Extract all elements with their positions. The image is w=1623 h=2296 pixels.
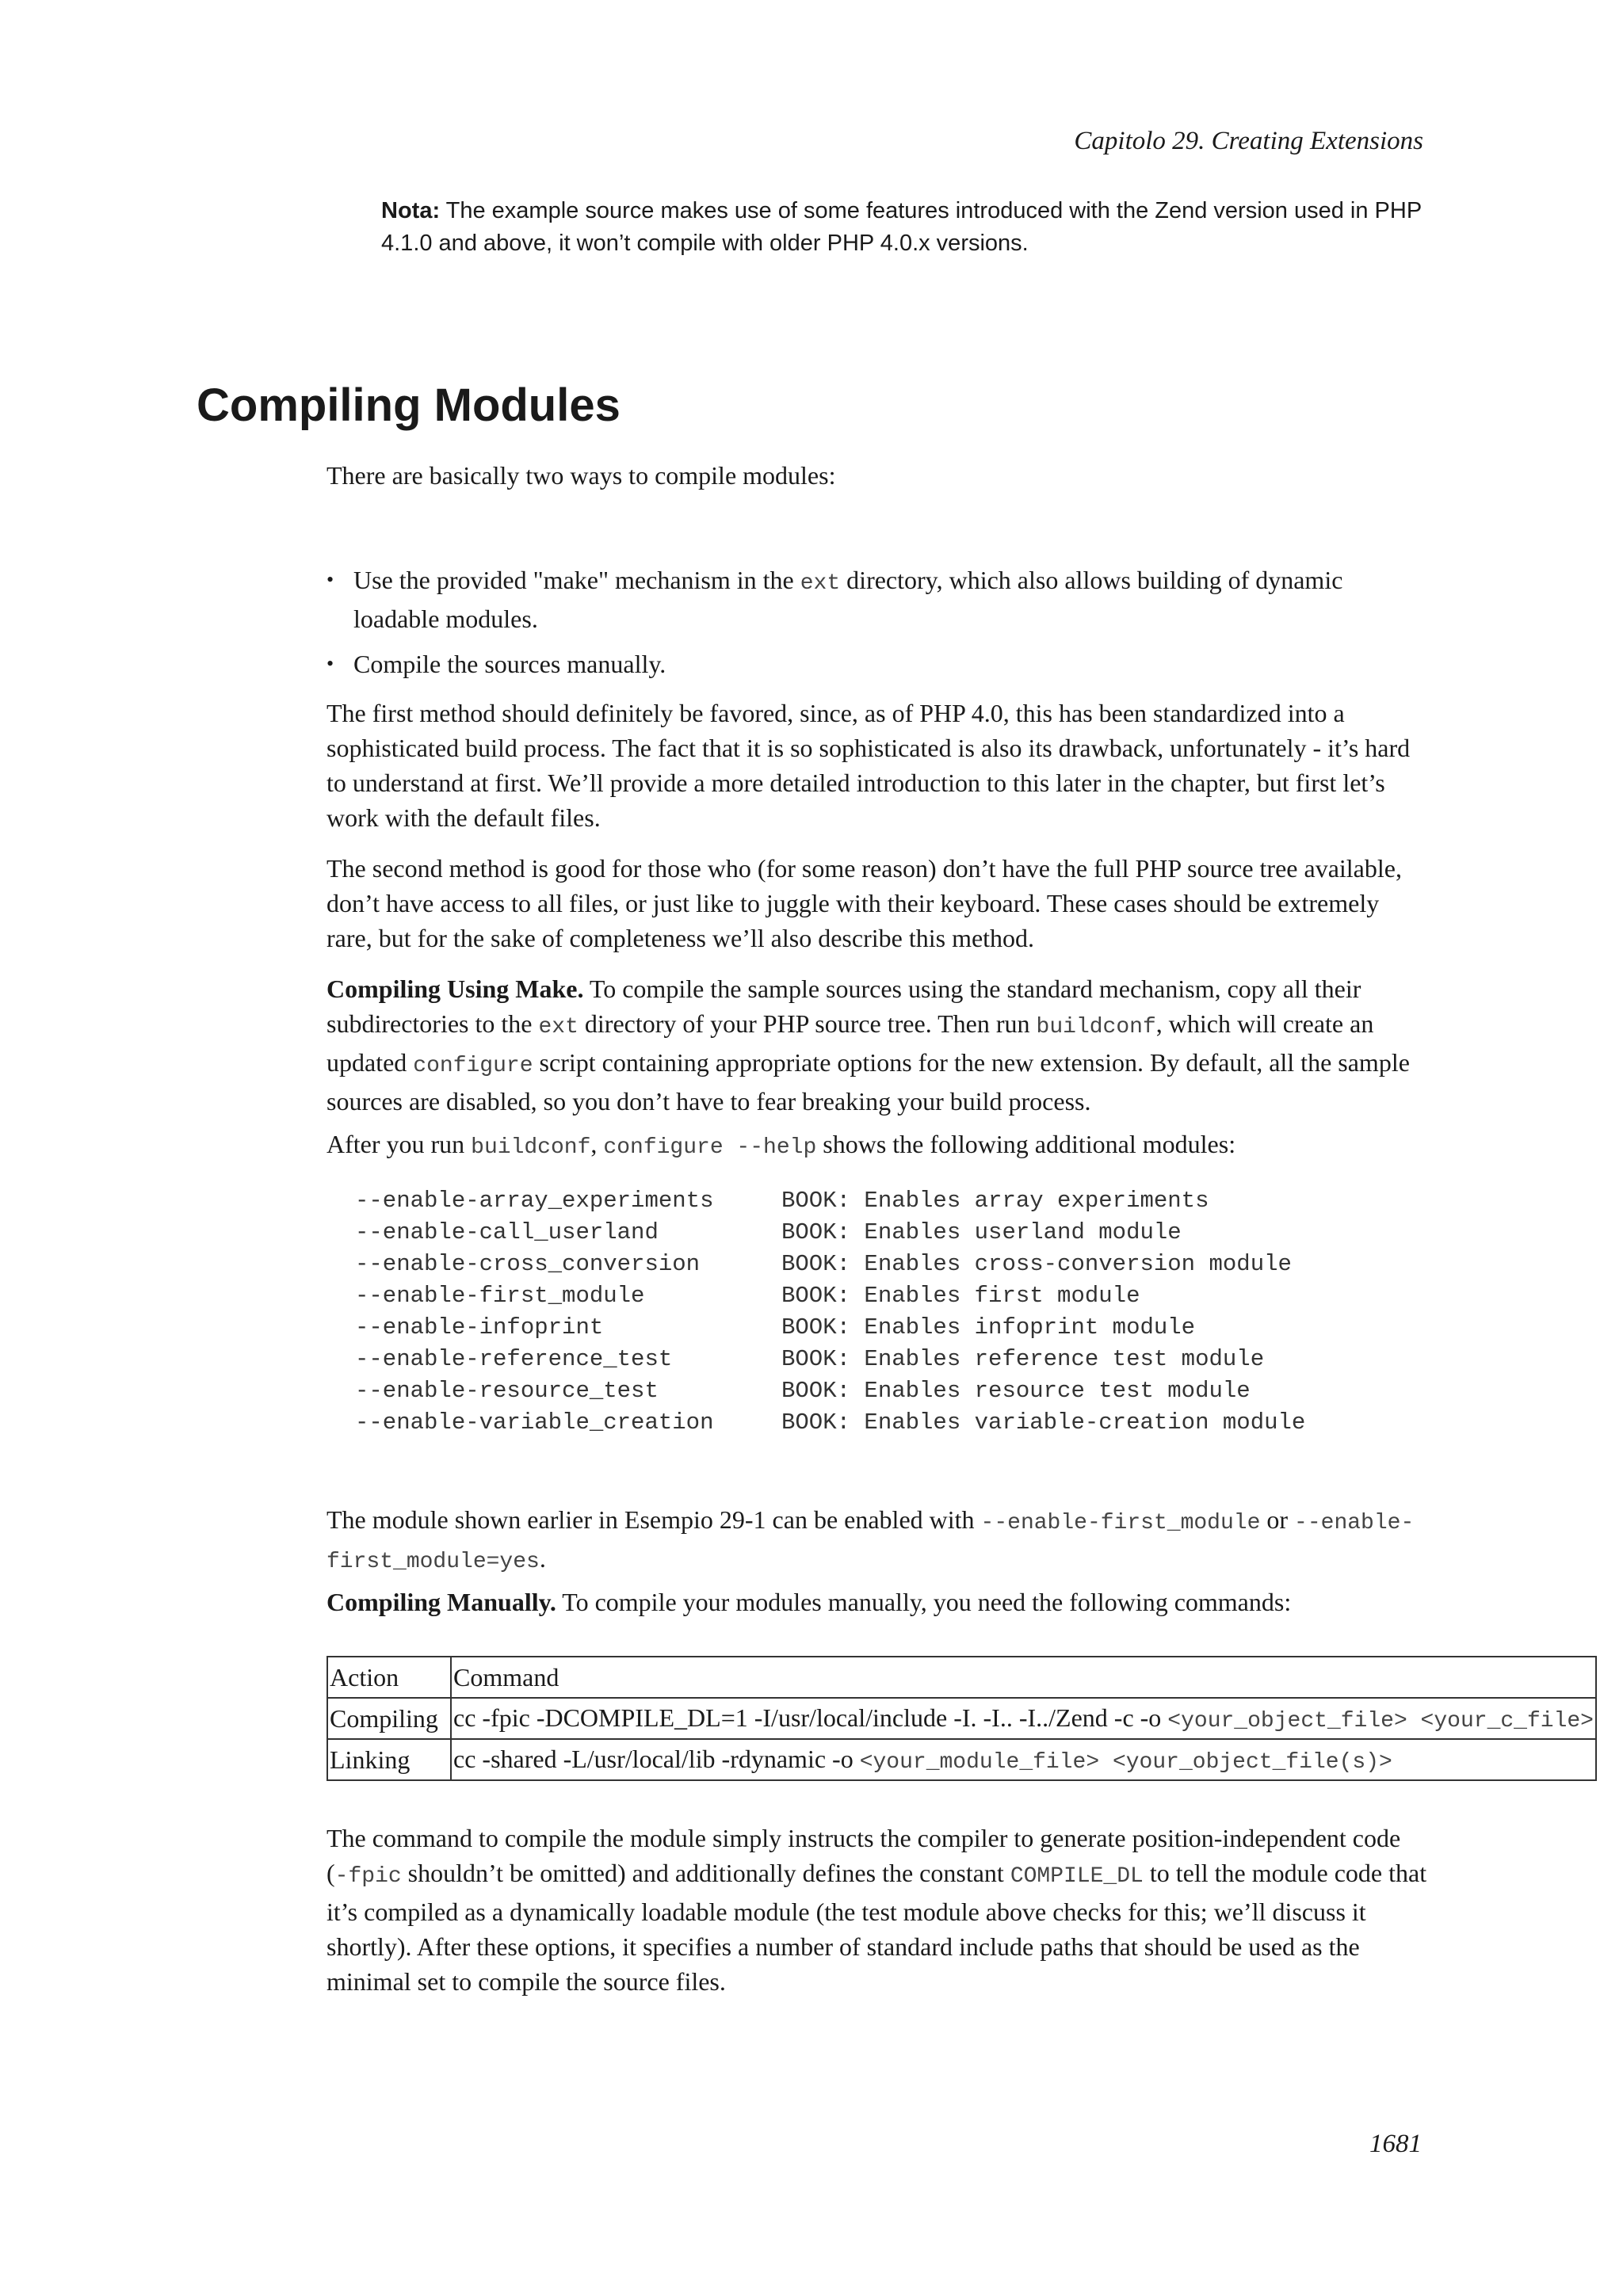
option-row: --enable-infoprint BOOK: Enables infoprint module [355, 1314, 1196, 1341]
option-row: --enable-array_experiments BOOK: Enables array experiments [355, 1188, 1209, 1214]
note-text: The example source makes use of some features introduced with the Zend version used in PHP 4.1.0 and above, it won’t compile with older PHP 4.0.x versions. [381, 198, 1422, 256]
table-row [327, 1739, 1596, 1780]
table-cell-command: cc -fpic -DCOMPILE_DL=1 -I/usr/local/include -I. -I.. -I../Zend -c -o <your_object_file> <your_c_file> [451, 1698, 1596, 1739]
inline-code: --enable-first_module [980, 1511, 1261, 1535]
paragraph-first-method: The first method should definitely be favored, since, as of PHP 4.0, this has been standardized into a sophisticated build process. The fact that it is so sophisticated is also its drawback, unfortunately - it’s hard to understand at first. We’ll provide a more detailed introduction to this later in the chapter, but first let’s work with the default files. [327, 699, 1411, 832]
paragraph-compiling-using-make: Compiling Using Make. To compile the sample sources using the standard mechanism, copy all their subdirectories to the ext directory of your PHP source tree. Then run buildconf, which will create an updated configure script containing appropriate options for the new extension. By default, all the sample sources are disabled, so you don’t have to fear breaking your build process. [327, 974, 1410, 1116]
table-cell-command: cc -shared -L/usr/local/lib -rdynamic -o <your_module_file> <your_object_file(s)> [451, 1739, 1596, 1780]
document-page: Capitolo 29. Creating Extensions Nota: The example source makes use of some features introduced with the Zend version used in PHP 4.1.0 and above, it won’t compile with older PHP 4.0.x versions. Compiling Modules There are basically two ways to compile modules: • Use the provided "make" mechanism in the ext directory, which also allows building of dynamic loadable modules. • Compile the sources manually. The first method should definitely be favored, since, as of PHP 4.0, this has been standardized into a sophisticated build process. The fact that it is so sophisticated is also its drawback, unfortunately - it’s hard to understand at first. We’ll provide a more detailed introduction to this later in the chapter, but first let’s work with the default files. The second method is good for those who (for some reason) don’t have the full PHP source tree available, don’t have access to all files, or just like to juggle with their keyboard. These cases should be extremely rare, but for the sake of completeness we’ll also describe this method. Compiling Using Make. To compile the sample sources using the standard mechanism, copy all their subdirectories to the ext directory of your PHP source tree. Then run buildconf, which will create an updated configure script containing appropriate options for the new extension. By default, all the sample sources are disabled, so you don’t have to fear breaking your build process. After you run buildconf, configure --help shows the following additional modules: --enable-array_experiments BOOK: Enables array experiments --enable-call_userland BOOK: Enables userland module --enable-cross_conversion BOOK: Enables cross-conversion module --enable-first_module BOOK: Enables first module --enable-infoprint BOOK: Enables infoprint module --enable-reference_test BOOK: Enables reference test module --enable-resource_test BOOK: Enables resource test module --enable-variable_creation BOOK: Enables variable-creation module The module shown earlier in Esempio 29-1 can be enabled with --enable-first_module or --enable-first_module=yes. Compiling Manually. To compile your modules manually, you need the following commands: Action Command Compiling cc -fpic -DCOMPILE_DL=1 -I/usr/local/include -I. -I.. -I../Zend -c -o <your_object_file> <your_c_file> Linking cc -shared -L/usr/local/lib -rdynamic -o <your_module_file> <your_object_file(s)> The command to compile the module simply instructs the compiler to generate position-independent code (-fpic shouldn’t be omitted) and additionally defines the constant COMPILE_DL to tell the module code that it’s compiled as a dynamically loadable module (the test module above checks for this; we’ll discuss it shortly). After these options, it specifies a number of standard include paths that should be used as the minimal set to compile the source files. 1681 [0, 0, 1623, 2296]
inline-code: COMPILE_DL [1010, 1864, 1144, 1889]
note-label: Nota: [381, 198, 441, 223]
bullet-icon: • [327, 568, 334, 591]
option-row: --enable-call_userland BOOK: Enables userland module [355, 1219, 1182, 1245]
option-row: --enable-variable_creation BOOK: Enables variable-creation module [355, 1409, 1306, 1436]
inline-code: configure [413, 1054, 533, 1078]
inline-code: -fpic [334, 1864, 402, 1889]
section-title: Compiling Modules [197, 379, 621, 431]
table-cell-action: Compiling [327, 1698, 451, 1739]
table-row [327, 1698, 1596, 1739]
running-head: Capitolo 29. Creating Extensions [1074, 127, 1423, 155]
inline-code: --enable-first_module=yes [327, 1511, 1415, 1574]
option-row: --enable-resource_test BOOK: Enables resource test module [355, 1378, 1251, 1404]
page-number: 1681 [1369, 2130, 1422, 2158]
table-cell-action: Linking [327, 1739, 451, 1780]
inline-code: configure --help [603, 1135, 817, 1160]
inline-code: ext [800, 571, 841, 596]
paragraph-enable-module: The module shown earlier in Esempio 29-1 can be enabled with --enable-first_module or --enable-first_module=yes. [327, 1505, 1415, 1574]
paragraph-compiling-manually: Compiling Manually. To compile your modules manually, you need the following commands: [327, 1588, 1292, 1616]
option-row: --enable-first_module BOOK: Enables first module [355, 1283, 1140, 1309]
inline-code: ext [538, 1015, 579, 1039]
bullet-icon: • [327, 652, 334, 675]
paragraph-second-method: The second method is good for those who (for some reason) don’t have the full PHP source tree available, don’t have access to all files, or just like to juggle with their keyboard. These cases should be extremely rare, but for the sake of completeness we’ll also describe this method. [327, 854, 1402, 952]
paragraph-compile-command: The command to compile the module simply instructs the compiler to generate position-independent code (-fpic shouldn’t be omitted) and additionally defines the constant COMPILE_DL to tell the module code that it’s compiled as a dynamically loadable module (the test module above checks for this; we’ll discuss it shortly). After these options, it specifies a number of standard include paths that should be used as the minimal set to compile the source files. [327, 1824, 1427, 1996]
runin-heading: Compiling Using Make. [327, 974, 584, 1003]
intro-paragraph: There are basically two ways to compile modules: [327, 461, 836, 490]
inline-code: buildconf [471, 1135, 591, 1160]
commands-table [327, 1656, 1597, 1781]
inline-code: buildconf [1036, 1015, 1156, 1039]
table-header-row [327, 1657, 1596, 1698]
option-row: --enable-cross_conversion BOOK: Enables cross-conversion module [355, 1251, 1292, 1277]
table-header-cell: Command [451, 1657, 1596, 1698]
table-header-cell: Action [327, 1657, 451, 1698]
option-row: --enable-reference_test BOOK: Enables reference test module [355, 1346, 1265, 1372]
runin-heading: Compiling Manually. [327, 1588, 556, 1616]
paragraph-after-buildconf: After you run buildconf, configure --help shows the following additional modules: [327, 1130, 1236, 1160]
